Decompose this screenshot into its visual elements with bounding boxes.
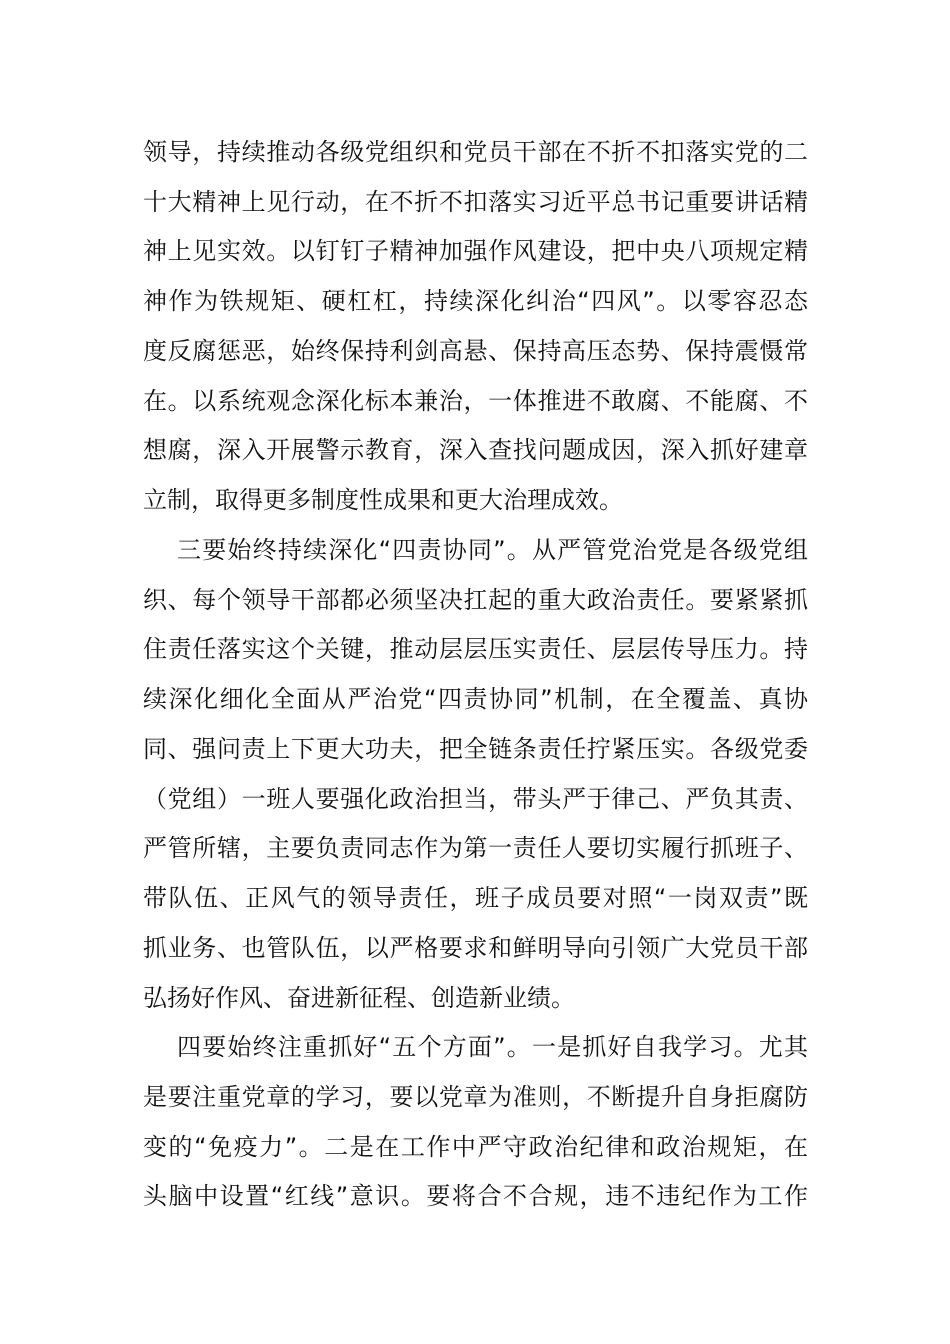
text-line: 同、强问责上下更大功夫，把全链条责任拧紧压实。各级党委 bbox=[143, 735, 808, 763]
text-line: 领导，持续推动各级党组织和党员干部在不折不扣落实党的二 bbox=[143, 138, 808, 166]
text-line: 续深化细化全面从严治党“四责协同”机制，在全覆盖、真协 bbox=[143, 685, 808, 713]
text-line: 织、每个领导干部都必须坚决扛起的重大政治责任。要紧紧抓 bbox=[143, 586, 808, 614]
text-line: 在。以系统观念深化标本兼治，一体推进不敢腐、不能腐、不 bbox=[143, 387, 808, 415]
text-line: 是要注重党章的学习，要以党章为准则，不断提升自身拒腐防 bbox=[143, 1083, 808, 1111]
text-line: （党组）一班人要强化政治担当，带头严于律己、严负其责、 bbox=[143, 785, 808, 813]
text-line: 弘扬好作风、奋进新征程、创造新业绩。 bbox=[143, 984, 575, 1012]
text-line: 抓业务、也管队伍，以严格要求和鲜明导向引领广大党员干部 bbox=[143, 934, 808, 962]
text-line: 度反腐惩恶，始终保持利剑高悬、保持高压态势、保持震慑常 bbox=[143, 337, 808, 365]
text-line: 神上见实效。以钉钉子精神加强作风建设，把中央八项规定精 bbox=[143, 237, 808, 265]
text-line: 神作为铁规矩、硬杠杠，持续深化纠治“四风”。以零容忍态 bbox=[143, 287, 808, 315]
text-line: 变的“免疫力”。二是在工作中严守政治纪律和政治规矩，在 bbox=[143, 1133, 808, 1161]
text-line: 立制，取得更多制度性成果和更大治理成效。 bbox=[143, 486, 623, 514]
paragraph-first-line: 四要始终注重抓好“五个方面”。一是抓好自我学习。尤其 bbox=[177, 1033, 808, 1061]
text-line: 头脑中设置“红线”意识。要将合不合规，违不违纪作为工作 bbox=[143, 1182, 808, 1210]
paragraph-first-line: 三要始终持续深化“四责协同”。从严管党治党是各级党组 bbox=[177, 536, 808, 564]
text-line: 想腐，深入开展警示教育，深入查找问题成因，深入抓好建章 bbox=[143, 436, 808, 464]
text-line: 带队伍、正风气的领导责任，班子成员要对照“一岗双责”既 bbox=[143, 884, 808, 912]
text-line: 严管所辖，主要负责同志作为第一责任人要切实履行抓班子、 bbox=[143, 834, 808, 862]
text-line: 十大精神上见行动，在不折不扣落实习近平总书记重要讲话精 bbox=[143, 188, 808, 216]
text-line: 住责任落实这个关键，推动层层压实责任、层层传导压力。持 bbox=[143, 635, 808, 663]
